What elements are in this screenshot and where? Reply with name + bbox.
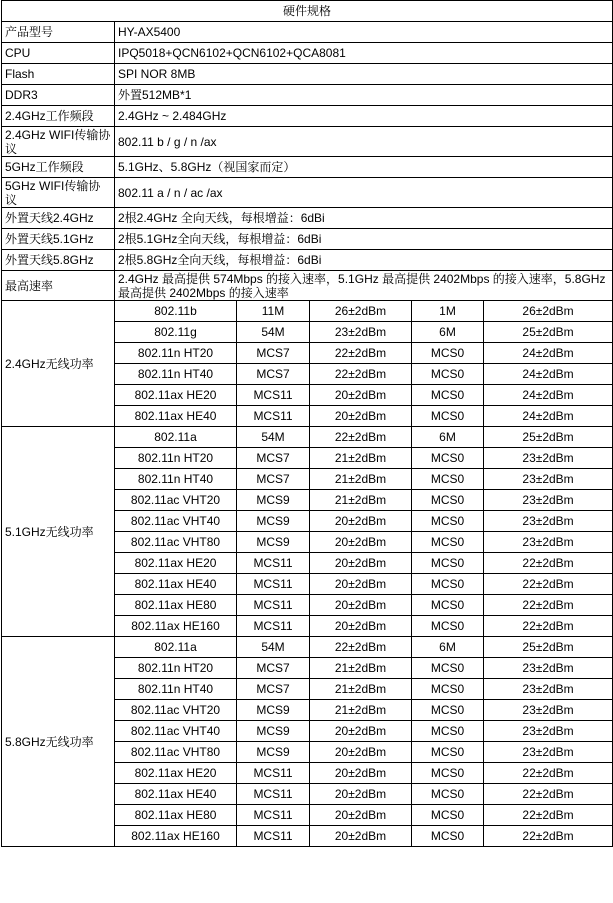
power-rate-high: MCS7 xyxy=(237,679,310,700)
power-value-high: 20±2dBm xyxy=(310,385,412,406)
spec-label: 产品型号 xyxy=(2,22,115,43)
power-rate-high: MCS7 xyxy=(237,469,310,490)
spec-value: 2.4GHz 最高提供 574Mbps 的接入速率，5.1GHz 最高提供 2402Mbps 的接入速率，5.8GHz最高提供 2402Mbps 的接入速率 xyxy=(115,271,613,301)
power-value-high: 21±2dBm xyxy=(310,448,412,469)
power-value-high: 20±2dBm xyxy=(310,574,412,595)
spec-value: SPI NOR 8MB xyxy=(115,64,613,85)
power-mode: 802.11g xyxy=(115,322,237,343)
power-value-high: 22±2dBm xyxy=(310,364,412,385)
power-mode: 802.11n HT40 xyxy=(115,679,237,700)
power-rate-low: MCS0 xyxy=(412,511,484,532)
power-value-low: 23±2dBm xyxy=(484,448,613,469)
power-rate-low: 1M xyxy=(412,301,484,322)
power-rate-high: 54M xyxy=(237,427,310,448)
power-value-high: 21±2dBm xyxy=(310,658,412,679)
power-rate-low: MCS0 xyxy=(412,448,484,469)
power-mode: 802.11ac VHT80 xyxy=(115,532,237,553)
power-mode: 802.11ax HE160 xyxy=(115,826,237,847)
power-value-high: 20±2dBm xyxy=(310,826,412,847)
power-value-high: 20±2dBm xyxy=(310,595,412,616)
power-mode: 802.11ac VHT80 xyxy=(115,742,237,763)
power-rate-high: MCS9 xyxy=(237,721,310,742)
power-section-label: 5.8GHz无线功率 xyxy=(2,637,115,847)
power-rate-high: MCS9 xyxy=(237,742,310,763)
power-mode: 802.11n HT20 xyxy=(115,658,237,679)
power-value-low: 22±2dBm xyxy=(484,784,613,805)
power-value-high: 20±2dBm xyxy=(310,805,412,826)
power-value-low: 24±2dBm xyxy=(484,406,613,427)
spec-value: 5.1GHz、5.8GHz（视国家而定） xyxy=(115,157,613,178)
power-rate-low: MCS0 xyxy=(412,700,484,721)
spec-row xyxy=(2,250,613,271)
power-rate-high: MCS9 xyxy=(237,511,310,532)
power-value-high: 20±2dBm xyxy=(310,406,412,427)
power-rate-low: MCS0 xyxy=(412,490,484,511)
power-value-low: 22±2dBm xyxy=(484,805,613,826)
power-value-high: 20±2dBm xyxy=(310,742,412,763)
power-rate-high: 11M xyxy=(237,301,310,322)
spec-label: 外置天线2.4GHz xyxy=(2,208,115,229)
power-rate-high: 54M xyxy=(237,322,310,343)
spec-label: 5GHz工作频段 xyxy=(2,157,115,178)
spec-label: 2.4GHz工作频段 xyxy=(2,106,115,127)
power-value-low: 23±2dBm xyxy=(484,721,613,742)
power-section-label: 5.1GHz无线功率 xyxy=(2,427,115,637)
power-rate-high: MCS9 xyxy=(237,700,310,721)
spec-row xyxy=(2,64,613,85)
power-value-low: 23±2dBm xyxy=(484,511,613,532)
power-rate-low: MCS0 xyxy=(412,595,484,616)
power-mode: 802.11ax HE20 xyxy=(115,553,237,574)
spec-value: 2.4GHz ~ 2.484GHz xyxy=(115,106,613,127)
power-mode: 802.11ax HE40 xyxy=(115,406,237,427)
power-value-high: 20±2dBm xyxy=(310,532,412,553)
spec-row xyxy=(2,22,613,43)
hardware-spec-table xyxy=(1,0,613,847)
power-value-low: 25±2dBm xyxy=(484,322,613,343)
power-value-low: 23±2dBm xyxy=(484,700,613,721)
spec-label: 外置天线5.1GHz xyxy=(2,229,115,250)
spec-label: Flash xyxy=(2,64,115,85)
power-rate-high: 54M xyxy=(237,637,310,658)
spec-row xyxy=(2,85,613,106)
power-rate-high: MCS7 xyxy=(237,658,310,679)
spec-value: HY-AX5400 xyxy=(115,22,613,43)
power-row xyxy=(2,427,613,448)
power-value-low: 22±2dBm xyxy=(484,763,613,784)
power-rate-high: MCS11 xyxy=(237,826,310,847)
spec-row xyxy=(2,127,613,157)
power-rate-high: MCS11 xyxy=(237,805,310,826)
power-value-high: 20±2dBm xyxy=(310,721,412,742)
spec-value: 2根5.1GHz全向天线，每根增益：6dBi xyxy=(115,229,613,250)
power-rate-high: MCS11 xyxy=(237,385,310,406)
spec-label: DDR3 xyxy=(2,85,115,106)
power-rate-high: MCS7 xyxy=(237,448,310,469)
power-mode: 802.11n HT20 xyxy=(115,343,237,364)
power-value-low: 23±2dBm xyxy=(484,742,613,763)
power-rate-low: MCS0 xyxy=(412,364,484,385)
spec-label: 5GHz WIFI传输协议 xyxy=(2,178,115,208)
power-rate-high: MCS11 xyxy=(237,574,310,595)
power-rate-high: MCS11 xyxy=(237,784,310,805)
power-rate-low: MCS0 xyxy=(412,763,484,784)
power-mode: 802.11ax HE20 xyxy=(115,385,237,406)
power-rate-high: MCS9 xyxy=(237,532,310,553)
spec-label: 外置天线5.8GHz xyxy=(2,250,115,271)
power-mode: 802.11ax HE40 xyxy=(115,574,237,595)
power-rate-low: 6M xyxy=(412,637,484,658)
power-rate-low: MCS0 xyxy=(412,469,484,490)
power-value-low: 22±2dBm xyxy=(484,826,613,847)
power-mode: 802.11ac VHT40 xyxy=(115,511,237,532)
spec-label: CPU xyxy=(2,43,115,64)
power-value-low: 24±2dBm xyxy=(484,385,613,406)
spec-row xyxy=(2,229,613,250)
power-value-high: 26±2dBm xyxy=(310,301,412,322)
spec-value: 802.11 a / n / ac /ax xyxy=(115,178,613,208)
power-value-high: 21±2dBm xyxy=(310,700,412,721)
power-value-low: 22±2dBm xyxy=(484,616,613,637)
power-value-high: 22±2dBm xyxy=(310,637,412,658)
power-rate-low: MCS0 xyxy=(412,679,484,700)
power-value-high: 22±2dBm xyxy=(310,427,412,448)
power-rate-low: MCS0 xyxy=(412,826,484,847)
spec-row xyxy=(2,178,613,208)
power-value-high: 22±2dBm xyxy=(310,343,412,364)
power-value-low: 23±2dBm xyxy=(484,658,613,679)
power-rate-low: MCS0 xyxy=(412,784,484,805)
power-value-high: 20±2dBm xyxy=(310,553,412,574)
power-value-low: 24±2dBm xyxy=(484,364,613,385)
power-mode: 802.11a xyxy=(115,427,237,448)
power-rate-high: MCS11 xyxy=(237,595,310,616)
spec-table-body xyxy=(2,1,613,847)
spec-value: 外置512MB*1 xyxy=(115,85,613,106)
power-value-low: 22±2dBm xyxy=(484,574,613,595)
power-rate-high: MCS11 xyxy=(237,763,310,784)
power-value-high: 21±2dBm xyxy=(310,490,412,511)
spec-row xyxy=(2,208,613,229)
power-rate-high: MCS11 xyxy=(237,553,310,574)
power-rate-low: MCS0 xyxy=(412,553,484,574)
power-value-high: 23±2dBm xyxy=(310,322,412,343)
power-rate-high: MCS9 xyxy=(237,490,310,511)
power-value-low: 23±2dBm xyxy=(484,469,613,490)
power-value-low: 23±2dBm xyxy=(484,532,613,553)
table-title: 硬件规格 xyxy=(2,1,613,22)
power-value-low: 26±2dBm xyxy=(484,301,613,322)
power-mode: 802.11b xyxy=(115,301,237,322)
power-value-low: 25±2dBm xyxy=(484,427,613,448)
power-rate-high: MCS11 xyxy=(237,616,310,637)
spec-row xyxy=(2,157,613,178)
power-rate-low: MCS0 xyxy=(412,406,484,427)
power-mode: 802.11ax HE80 xyxy=(115,595,237,616)
power-row xyxy=(2,637,613,658)
power-rate-low: MCS0 xyxy=(412,616,484,637)
power-mode: 802.11ax HE80 xyxy=(115,805,237,826)
power-mode: 802.11ax HE40 xyxy=(115,784,237,805)
power-mode: 802.11ac VHT40 xyxy=(115,721,237,742)
spec-row xyxy=(2,271,613,301)
power-mode: 802.11a xyxy=(115,637,237,658)
power-value-high: 20±2dBm xyxy=(310,763,412,784)
power-mode: 802.11n HT20 xyxy=(115,448,237,469)
power-rate-low: MCS0 xyxy=(412,658,484,679)
power-value-low: 23±2dBm xyxy=(484,490,613,511)
power-rate-low: MCS0 xyxy=(412,343,484,364)
spec-row xyxy=(2,106,613,127)
power-mode: 802.11n HT40 xyxy=(115,364,237,385)
power-mode: 802.11ac VHT20 xyxy=(115,490,237,511)
power-value-high: 21±2dBm xyxy=(310,679,412,700)
power-rate-low: MCS0 xyxy=(412,385,484,406)
power-value-low: 25±2dBm xyxy=(484,637,613,658)
power-rate-low: 6M xyxy=(412,427,484,448)
spec-value: 2根5.8GHz全向天线，每根增益：6dBi xyxy=(115,250,613,271)
power-value-high: 21±2dBm xyxy=(310,469,412,490)
power-row xyxy=(2,301,613,322)
power-rate-low: MCS0 xyxy=(412,742,484,763)
power-value-low: 23±2dBm xyxy=(484,679,613,700)
power-value-high: 20±2dBm xyxy=(310,616,412,637)
title-row xyxy=(2,1,613,22)
power-mode: 802.11ax HE20 xyxy=(115,763,237,784)
power-rate-low: MCS0 xyxy=(412,574,484,595)
power-section-label: 2.4GHz无线功率 xyxy=(2,301,115,427)
spec-value: IPQ5018+QCN6102+QCN6102+QCA8081 xyxy=(115,43,613,64)
power-rate-high: MCS7 xyxy=(237,343,310,364)
power-rate-low: 6M xyxy=(412,322,484,343)
power-value-high: 20±2dBm xyxy=(310,511,412,532)
power-rate-high: MCS11 xyxy=(237,406,310,427)
power-rate-low: MCS0 xyxy=(412,721,484,742)
power-value-low: 24±2dBm xyxy=(484,343,613,364)
power-rate-low: MCS0 xyxy=(412,532,484,553)
power-value-high: 20±2dBm xyxy=(310,784,412,805)
spec-row xyxy=(2,43,613,64)
spec-value: 802.11 b / g / n /ax xyxy=(115,127,613,157)
power-rate-high: MCS7 xyxy=(237,364,310,385)
power-rate-low: MCS0 xyxy=(412,805,484,826)
spec-value: 2根2.4GHz 全向天线，每根增益：6dBi xyxy=(115,208,613,229)
spec-label: 最高速率 xyxy=(2,271,115,301)
power-value-low: 22±2dBm xyxy=(484,553,613,574)
power-mode: 802.11n HT40 xyxy=(115,469,237,490)
power-mode: 802.11ax HE160 xyxy=(115,616,237,637)
power-value-low: 22±2dBm xyxy=(484,595,613,616)
spec-label: 2.4GHz WIFI传输协议 xyxy=(2,127,115,157)
power-mode: 802.11ac VHT20 xyxy=(115,700,237,721)
